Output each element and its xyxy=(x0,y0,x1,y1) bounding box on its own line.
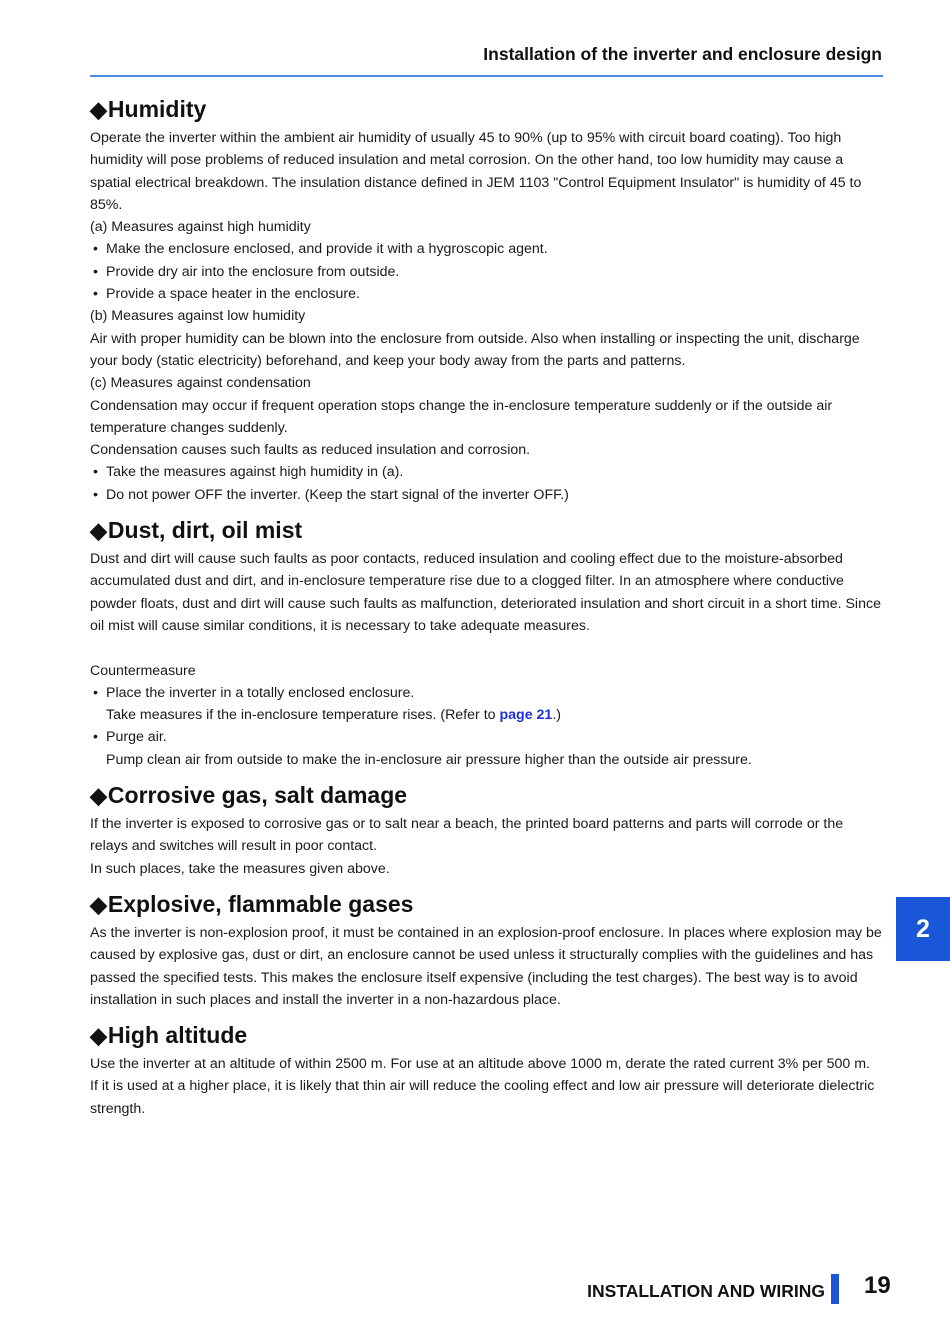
diamond-icon: ◆ xyxy=(90,783,107,809)
section-dust xyxy=(90,513,883,771)
section-corrosive xyxy=(90,778,883,880)
detail-text: Take measures if the in-enclosure temperature rises. (Refer to xyxy=(106,707,500,724)
section-heading xyxy=(90,887,883,922)
paragraph: In such places, take the measures given above. xyxy=(90,860,390,877)
section-explosive xyxy=(90,887,883,1011)
list-item: • Place the inverter in a totally enclosed enclosure. xyxy=(90,682,883,704)
list-item: • Provide a space heater in the enclosure. xyxy=(90,283,883,305)
paragraph: Use the inverter at an altitude of within 2500 m. For use at an altitude above 1000 m, derate the rated current 3% per 500 m. xyxy=(90,1056,870,1073)
paragraph: As the inverter is non-explosion proof, it must be contained in an explosion-proof enclosure. In places where explosion may be caused by explosive gas, dust or dirt, an enclosure cannot be used unless it structurally complies with the guidelines and has passed the specified tests. This makes the enclosure itself expensive (including the test charges). The best way is to avoid installation in such places and install the inverter in a non-hazardous place. xyxy=(90,924,882,1008)
subheading: (c) Measures against condensation xyxy=(90,375,311,392)
section-altitude xyxy=(90,1018,883,1120)
section-heading-text: Humidity xyxy=(107,96,207,122)
section-heading xyxy=(90,778,883,813)
section-heading xyxy=(90,1018,883,1053)
paragraph: Operate the inverter within the ambient air humidity of usually 45 to 90% (up to 95% with circuit board coating). Too high humidity will pose problems of reduced insulation and metal corrosion. On the other hand, too low humidity may cause a spatial electrical breakdown. The insulation distance defined in JEM 1103 "Control Equipment Insulator" is humidity of 45 to 85%. xyxy=(90,130,862,213)
paragraph: Air with proper humidity can be blown into the enclosure from outside. Also when installing or inspecting the unit, discharge your body (static electricity) beforehand, and keep your body away from the parts and patterns. xyxy=(90,330,860,369)
list-item: • Take the measures against high humidity in (a). xyxy=(90,461,883,483)
list-item-detail xyxy=(90,704,883,726)
list-item: • Make the enclosure enclosed, and provide it with a hygroscopic agent. xyxy=(90,238,883,260)
list-item: • Do not power OFF the inverter. (Keep the start signal of the inverter OFF.) xyxy=(90,484,883,506)
section-heading xyxy=(90,513,883,548)
page-number: 19 xyxy=(864,1272,891,1299)
page-header-title: Installation of the inverter and enclosure design xyxy=(483,44,882,64)
page-21-link[interactable]: page 21 xyxy=(499,707,553,724)
list-item: • Provide dry air into the enclosure from outside. xyxy=(90,261,883,283)
paragraph: If it is used at a higher place, it is likely that thin air will reduce the cooling effect and low air pressure will deteriorate dielectric strength. xyxy=(90,1078,875,1117)
section-heading-text: Corrosive gas, salt damage xyxy=(107,782,408,809)
subheading: (a) Measures against high humidity xyxy=(90,219,311,236)
section-humidity xyxy=(90,92,883,506)
list-item-detail: Pump clean air from outside to make the in-enclosure air pressure higher than the outside air pressure. xyxy=(106,751,752,768)
spacer xyxy=(90,637,883,659)
detail-text-end: .) xyxy=(552,707,561,724)
paragraph: Condensation causes such faults as reduced insulation and corrosion. xyxy=(90,442,531,459)
section-heading-text: Dust, dirt, oil mist xyxy=(107,517,303,544)
subheading: Countermeasure xyxy=(90,662,196,679)
footer-chapter-label: INSTALLATION AND WIRING xyxy=(587,1281,825,1301)
diamond-icon: ◆ xyxy=(90,1023,107,1049)
paragraph: Condensation may occur if frequent operation stops change the in-enclosure temperature suddenly or if the outside air temperature changes suddenly. xyxy=(90,397,833,436)
section-heading xyxy=(90,92,883,127)
section-heading-text: High altitude xyxy=(107,1022,248,1049)
paragraph: Dust and dirt will cause such faults as poor contacts, reduced insulation and cooling effect due to the moisture-absorbed accumulated dust and dirt, and in-enclosure temperature rise due to a clogged filter. In an atmosphere where conductive powder floats, dust and dirt will cause such faults as malfunction, deteriorated insulation and short circuit in a short time. Since oil mist will cause similar conditions, it is necessary to take adequate measures. xyxy=(90,551,881,634)
diamond-icon: ◆ xyxy=(90,518,107,544)
chapter-tab[interactable]: 2 xyxy=(896,897,950,961)
section-heading-text: Explosive, flammable gases xyxy=(107,890,414,917)
paragraph: If the inverter is exposed to corrosive gas or to salt near a beach, the printed board patterns and parts will corrode or the relays and switches will result in poor contact. xyxy=(90,816,844,855)
diamond-icon: ◆ xyxy=(90,97,107,122)
page-content xyxy=(90,92,883,1127)
header-divider xyxy=(90,75,883,77)
list-item: • Purge air. xyxy=(90,726,883,748)
subheading: (b) Measures against low humidity xyxy=(90,308,306,325)
diamond-icon: ◆ xyxy=(90,891,107,917)
footer-accent-bar xyxy=(831,1274,839,1304)
